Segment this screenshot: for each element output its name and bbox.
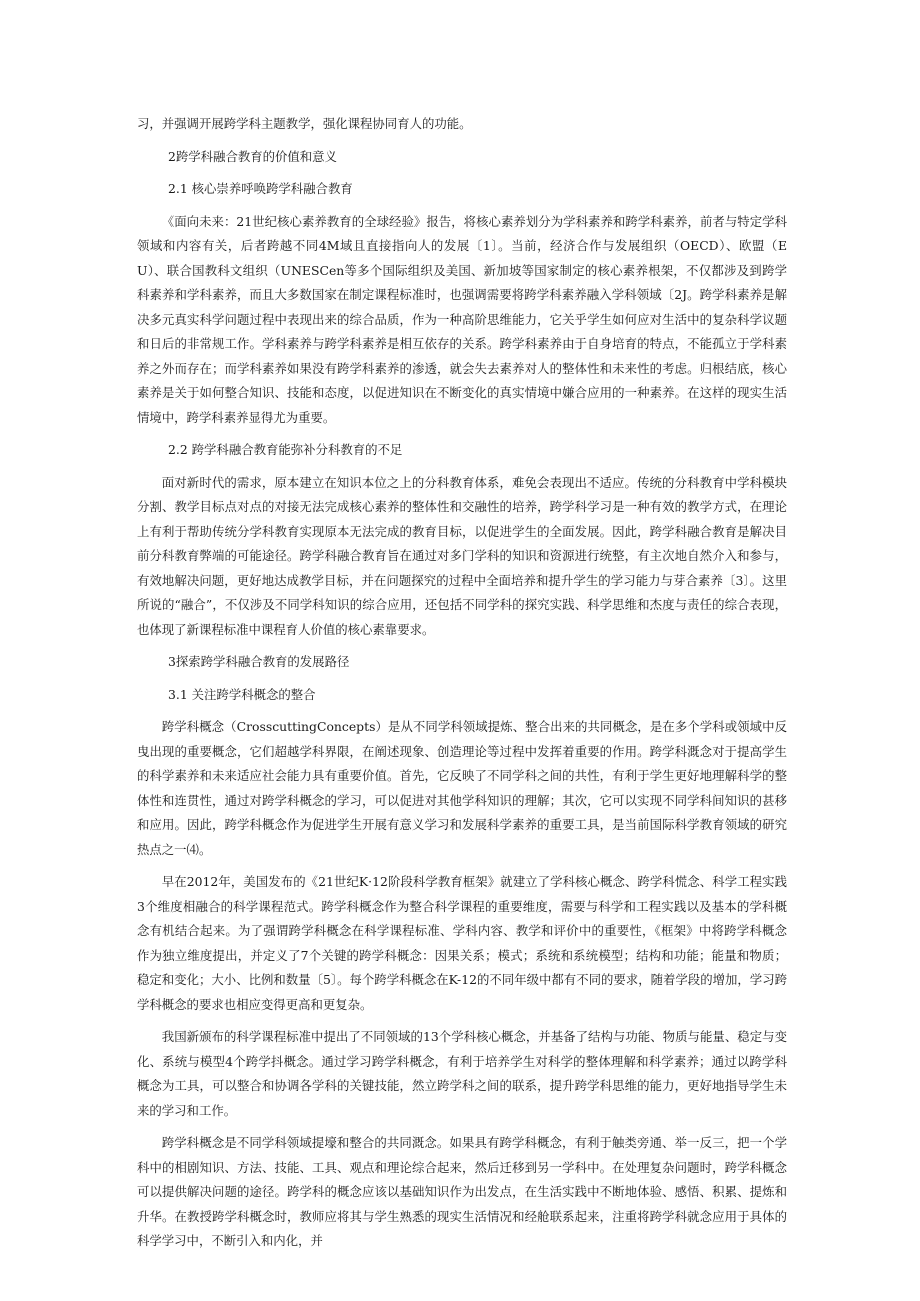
section-heading-2: 2跨学科融合教育的价值和意义 xyxy=(168,148,337,164)
paragraph-intro-tail: 习，并强调开展跨学科主题教学，强化课程协同育人的功能。 xyxy=(137,116,472,131)
document-page xyxy=(137,112,787,1262)
subsection-heading-2-2: 2.2 跨学科融合教育能弥补分科教育的不足 xyxy=(168,442,403,457)
paragraph-2-2: 面对新时代的需求，原本建立在知识本位之上的分科教育体系，难免会表现出不适应。传统的分科教育中学科模块分割、教学目标点对点的对接无法完成核心素养的整体性和交融性的培养，跨学科学习是一种有效的教学方式，在理论上有利于帮助传统分学科教育实现原本无法完成的教育目标，以促进学生的全面发展。因此，跨学科融合教育是解决目前分科教育弊端的可能途径。跨学科融合教育旨在通过对多门学科的知识和资源进行统整，有主次地自然介入和参与，有效地解决问题，更好地达成教学目标，并在问题探究的过程中全面培养和提升学生的学习能力与芽合素养〔3〕。这里所说的“融合”，不仅涉及不同学科知识的综合应用，还包括不同学科的探究实践、科学思维和杰度与责任的综合表现，也体现了新课程标准中课程育人价值的核心素靠要求。 xyxy=(137,474,787,637)
paragraph-3-1-b: 早在2012年，美国发布的《21世纪K·12阶段科学教育框架》就建立了学科核心概念、跨学科慌念、科学工程实践3个维度相融合的科学课程范式。跨学科概念作为整合科学课程的重要维度，需要与科学和工程实践以及基本的学科概念有机结合起来。为了强谓跨学科概念在科学课程标准、学科内容、教学和评价中的重要性，《框架》中将跨学科概念作为独立维度提出，并定义了7个关键的跨学科概念：因果关系；模式；系统和系统模型；结构和功能；能量和物质；稳定和变化；大小、比例和数量〔5〕。每个跨学科概念在K-12的不同年级中都有不同的要求，随着学段的增加，学习跨学科概念的要求也相应变得更高和更复杂。 xyxy=(137,874,787,1012)
paragraph-3-1-a: 跨学科概念（CrosscuttingConcepts）是从不同学科领域提炼、整合出来的共同概念，是在多个学科或领域中反曳出现的重要概念，它们超越学科界限，在阐述现象、创造理论等过程中发挥着重要的作用。跨学科溉念对于提高学生的科学素养和未来适应社会能力具有重要价值。首先，它反映了不同学科之间的共性，有利于学生更好地理解科学的整体性和连贯性，通过对跨学科概念的学习，可以促进对其他学科知识的理解；其次，它可以实现不同学科间知识的甚移和应用。因此，跨学科概念作为促进学生开展有意义学习和发展科学素养的重要工具，是当前国际科学教育领域的研究热点之一⑷。 xyxy=(137,719,787,857)
section-heading-3: 3探索跨学科融合教育的发展路径 xyxy=(168,654,350,669)
subsection-heading-3-1: 3.1 关注跨学科概念的整合 xyxy=(168,686,316,702)
paragraph-2-1: 《面向未来：21世纪核心素养教育的全球经验》报告，将核心素养划分为学科素养和跨学科素养，前者与特定学科领域和内容有关，后者跨越不同4M域且直接指向人的发展〔1〕。当前，经济合作与发展组织（OECD）、欧盟（EU）、联合国教科文组织（UNESCen等多个国际组织及美国、新加坡等国家制定的核心素养根架，不仅都涉及到跨学科素养和学科素养，而且大多数国家在制定课程标准时，也强调需要将跨学科素养融入学科领域〔2J。跨学科素养是解决多元真实科学问题过程中表现出来的综合品质，作为一种高阶思维能力，它关乎学生如何应对生活中的复杂科学议题和日后的非常规工作。学科素养与跨学科素养是相互依存的关系。跨学科素养由于自身培育的特点，不能孤立于学科素养之外而存在；而学科素养如果没有跨学科素养的渗透，就会失去素养对人的整体性和未来性的考虑。归根结底，核心素养是关于如何整合知识、技能和态度，以促进知识在不断变化的真实情境中嫌合应用的一种素养。在这样的现实生活情境中，跨学科素养显得尤为重要。 xyxy=(137,213,787,425)
subsection-heading-2-1: 2.1 核心崇养呼唤跨学科融合教育 xyxy=(168,181,353,196)
paragraph-3-1-c: 我国新颁布的科学课程标准中提出了不同领域的13个学科核心概念，并基备了结构与功能、物质与能量、稳定与变化、系统与模型4个跨学抖概念。通过学习跨学科概念，有利于培养学生对科学的整体理解和科学素养；通过以跨学科概念为工具，可以整合和协调各学科的关键技能，然立跨学科之间的联系，提升跨学科思维的能力，更好地指导学生未来的学习和工作。 xyxy=(137,1029,787,1118)
paragraph-3-1-d: 跨学科概念是不同学科领域提壕和整合的共同溉念。如果具有跨学科概念，有利于触类旁通、举一反三，把一个学科中的相剧知识、方法、技能、工具、观点和理论综合起来，然后迁移到另一学科中。在处理复杂问题时，跨学科概念可以提供解决问题的途径。跨学科的概念应该以基础知识作为出发点，在生活实践中不断地体验、感悟、积累、提炼和升华。在教授跨学科概念时，教师应将其与学生熟悉的现实生活情况和经舱联系起来，注重将跨学科就念应用于具体的科学学习中，不断引入和内化，并 xyxy=(137,1135,787,1248)
